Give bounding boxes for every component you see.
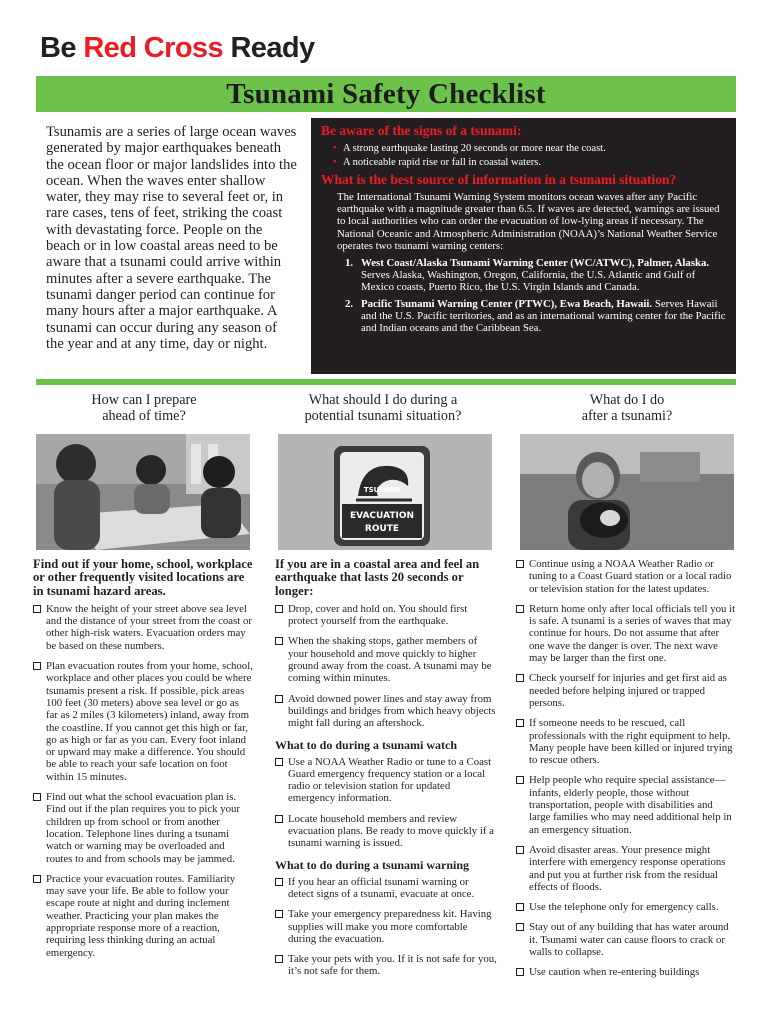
checklist-item bbox=[516, 558, 736, 595]
checklist-item bbox=[516, 717, 736, 766]
checklist-text: Drop, cover and hold on. You should first protect yourself from the earthquake. bbox=[288, 602, 468, 628]
checklist-item bbox=[275, 908, 497, 945]
checklist-text: Take your emergency preparedness kit. Having supplies will make you more comfortable during the evacuation. bbox=[288, 908, 492, 945]
checklist-item bbox=[516, 921, 736, 958]
checklist-text: Locate household members and review evacuation plans. Be ready to move quickly if a tsunami warning is issued. bbox=[288, 812, 494, 850]
warning-center-item bbox=[345, 298, 726, 335]
checkbox-icon bbox=[516, 846, 524, 854]
family-planning-photo bbox=[36, 434, 250, 550]
after-heading-line2: after a tsunami? bbox=[581, 408, 673, 424]
checklist-text: If someone needs to be rescued, call professionals with the right equipment to help. Many people have been killed or injured trying to rescue others. bbox=[529, 717, 733, 767]
during-body bbox=[275, 558, 497, 986]
source-paragraph: The International Tsunami Warning System monitors ocean waves after any Pacific earthquake with a magnitude greater than 6.5. If waves are detected, warnings are issued to local authorities who can order the evacuation of low-lying areas if necessary. The National Oceanic and Atmospheric Administration (NOAA)’s National Weather Service operates two tsunami warning centers: bbox=[337, 191, 720, 252]
checklist-item bbox=[275, 756, 497, 805]
checkbox-icon bbox=[516, 903, 524, 911]
checklist-text: Plan evacuation routes from your home, school, workplace and other places you could be where tsunamis present a risk. If possible, pick areas 100 feet (30 meters) above sea level or go as far as 2 miles (3 kilometers) inland, away from the coastline. If you cannot get this high or far, go as high or far as you can. Every foot inland or upward may make a difference. You should be able to reach your safe location on foot within 15 minutes. bbox=[46, 660, 253, 783]
checklist-item bbox=[33, 791, 253, 865]
after-body bbox=[516, 558, 736, 987]
checkbox-icon bbox=[516, 776, 524, 784]
checklist-item bbox=[33, 603, 253, 652]
warning-center-name: West Coast/Alaska Tsunami Warning Center (WC/ATWC), Palmer, Alaska. bbox=[361, 257, 710, 270]
checkbox-icon bbox=[33, 793, 41, 801]
prepare-body bbox=[33, 558, 253, 967]
source-heading: What is the best source of information in a tsunami situation? bbox=[321, 172, 677, 187]
checkbox-icon bbox=[516, 968, 524, 976]
checklist-item bbox=[516, 774, 736, 835]
checklist-text: Avoid disaster areas. Your presence might interfere with emergency response operations and put you at further risk from the residual effects of floods. bbox=[529, 843, 726, 893]
checklist-text: Stay out of any building that has water around it. Tsunami water can cause floors to crack or walls to collapse. bbox=[529, 921, 729, 959]
checkbox-icon bbox=[275, 815, 283, 823]
checklist-item bbox=[516, 966, 736, 978]
checklist-text: Use a NOAA Weather Radio or tune to a Coast Guard emergency frequency station or a local radio or television station for updated emergency information. bbox=[288, 755, 492, 805]
after-heading bbox=[520, 392, 734, 424]
checklist-text: Practice your evacuation routes. Familiarity may save your life. Be able to follow your escape route at night and during inclement weather. Practicing your plan makes the appropriate response more of a reaction, requiring less thinking during an actual emergency. bbox=[46, 872, 236, 959]
evacuation-sign-photo bbox=[278, 434, 492, 550]
warning-center-number: 2. bbox=[345, 297, 354, 310]
checklist-text: Check yourself for injuries and get first aid as needed before helping injured or trapped persons. bbox=[529, 672, 727, 709]
checklist-text: Continue using a NOAA Weather Radio or tuning to a Coast Guard station or a local radio or television station for the latest updates. bbox=[529, 558, 732, 595]
column-after bbox=[520, 392, 734, 424]
checklist-item bbox=[33, 873, 253, 959]
checklist-item bbox=[275, 693, 497, 730]
checkbox-icon bbox=[33, 605, 41, 613]
warning-center-item bbox=[345, 257, 726, 294]
prepare-lead: Find out if your home, school, workplace or other frequently visited locations are in tsunami hazard areas. bbox=[33, 557, 253, 598]
checklist-text: Avoid downed power lines and stay away from buildings and bridges from which heavy objects might fall during an aftershock. bbox=[288, 692, 496, 730]
prepare-heading-line1: How can I prepare bbox=[91, 392, 197, 408]
checklist-text: Use the telephone only for emergency calls. bbox=[529, 901, 719, 914]
warning-center-name: Pacific Tsunami Warning Center (PTWC), Ewa Beach, Hawaii. bbox=[361, 297, 653, 310]
checklist-item bbox=[275, 635, 497, 684]
section-divider bbox=[36, 379, 736, 385]
signs-list bbox=[333, 142, 726, 170]
watch-heading: What to do during a tsunami watch bbox=[275, 737, 458, 752]
intro-paragraph: Tsunamis are a series of large ocean waves generated by major earthquakes beneath the ocean floor or major landslides into the ocean. When the waves enter shallow water, they may rise to several feet or, in rare cases, tens of feet, striking the coast with devastating force. People on the beach or in low coastal areas need to be aware that a tsunami could arrive within minutes after a severe earthquake. The tsunami danger period can continue for many hours after a major earthquake. A tsunami can occur during any season of the year and at any time, day or night. bbox=[46, 124, 297, 352]
checklist-item bbox=[275, 876, 497, 901]
checkbox-icon bbox=[275, 910, 283, 918]
warning-center-desc: Serves Hawaii and the U.S. Pacific territories, and as an international warning center for the Pacific and Indian oceans and the Caribbean Sea. bbox=[361, 297, 726, 335]
during-heading bbox=[272, 392, 494, 424]
checklist-item bbox=[275, 603, 497, 628]
checkbox-icon bbox=[275, 695, 283, 703]
signs-heading: Be aware of the signs of a tsunami: bbox=[321, 123, 522, 138]
checkbox-icon bbox=[516, 719, 524, 727]
brand-ready: Ready bbox=[223, 32, 315, 64]
checklist-item bbox=[516, 672, 736, 709]
checklist-item bbox=[33, 660, 253, 783]
warning-centers-list bbox=[345, 257, 726, 334]
checkbox-icon bbox=[516, 560, 524, 568]
checklist-text: Know the height of your street above sea level and the distance of your street from the coast or other high-risk waters. Evacuation orders may be based on these numbers. bbox=[46, 602, 252, 652]
bullet-icon: • bbox=[333, 157, 337, 168]
checklist-item bbox=[516, 603, 736, 664]
flood-child-photo bbox=[520, 434, 734, 550]
checkbox-icon bbox=[516, 674, 524, 682]
sign-line1-text: EVACUATION bbox=[349, 511, 415, 521]
checklist-text: When the shaking stops, gather members of your household and move quickly to higher ground away from the coast. A tsunami may be coming within minutes. bbox=[288, 635, 492, 685]
checkbox-icon bbox=[275, 758, 283, 766]
during-heading-line1: What should I do during a bbox=[308, 392, 458, 408]
warning-heading: What to do during a tsunami warning bbox=[275, 857, 470, 872]
checklist-text: Use caution when re-entering buildings bbox=[529, 966, 700, 979]
warning-center-desc: Serves Alaska, Washington, Oregon, California, the U.S. Atlantic and Gulf of Mexico coasts, Puerto Rico, the U.S. Virgin Islands and Canada. bbox=[361, 269, 696, 294]
checklist-text: Help people who require special assistance—infants, elderly people, those without transportation, people with disabilities and large families who may need additional help in an emergency situation. bbox=[529, 774, 732, 836]
checkbox-icon bbox=[275, 955, 283, 963]
sign-line2-text: ROUTE bbox=[364, 524, 400, 534]
during-lead: If you are in a coastal area and feel an earthquake that lasts 20 seconds or longer: bbox=[275, 557, 480, 598]
checklist-text: Find out what the school evacuation plan is. Find out if the plan requires you to pick your children up from school or from another location. Telephone lines during a tsunami watch or warning may be overloaded and routes to and from schools may be jammed. bbox=[46, 791, 241, 865]
checklist-item bbox=[275, 953, 497, 978]
checkbox-icon bbox=[275, 878, 283, 886]
column-prepare bbox=[36, 392, 252, 424]
page-title: Tsunami Safety Checklist bbox=[226, 78, 546, 110]
sign-top-text: TSUNAMI bbox=[363, 486, 401, 494]
bullet-icon: • bbox=[333, 143, 337, 154]
during-heading-line2: potential tsunami situation? bbox=[304, 408, 462, 424]
checklist-item bbox=[516, 844, 736, 893]
prepare-heading bbox=[36, 392, 252, 424]
brand-red-cross: Red Cross bbox=[83, 32, 223, 64]
signs-bullet bbox=[333, 142, 726, 156]
checklist-item bbox=[275, 813, 497, 850]
checkbox-icon bbox=[516, 923, 524, 931]
checkbox-icon bbox=[275, 605, 283, 613]
checkbox-icon bbox=[516, 605, 524, 613]
title-bar bbox=[36, 76, 736, 112]
checkbox-icon bbox=[275, 637, 283, 645]
checklist-text: If you hear an official tsunami warning or detect signs of a tsunami, evacuate at once. bbox=[288, 875, 475, 900]
checkbox-icon bbox=[33, 662, 41, 670]
signs-bullet bbox=[333, 156, 726, 170]
warning-center-number: 1. bbox=[345, 257, 354, 270]
checklist-item bbox=[516, 901, 736, 913]
signs-bullet-text: A strong earthquake lasting 20 seconds or more near the coast. bbox=[343, 143, 606, 154]
checkbox-icon bbox=[33, 875, 41, 883]
brand-be: Be bbox=[40, 32, 84, 64]
column-during bbox=[272, 392, 494, 424]
checklist-text: Return home only after local officials tell you it is safe. A tsunami is a series of waves that may continue for hours. Do not assume that after one wave the danger is over. The next wave may be larger than the first one. bbox=[529, 602, 736, 665]
prepare-heading-line2: ahead of time? bbox=[102, 408, 186, 424]
after-heading-line1: What do I do bbox=[589, 392, 665, 408]
checklist-text: Take your pets with you. If it is not safe for you, it’s not safe for them. bbox=[288, 953, 497, 978]
info-box bbox=[311, 118, 736, 374]
signs-bullet-text: A noticeable rapid rise or fall in coastal waters. bbox=[343, 157, 541, 168]
brand-logo bbox=[40, 32, 315, 65]
